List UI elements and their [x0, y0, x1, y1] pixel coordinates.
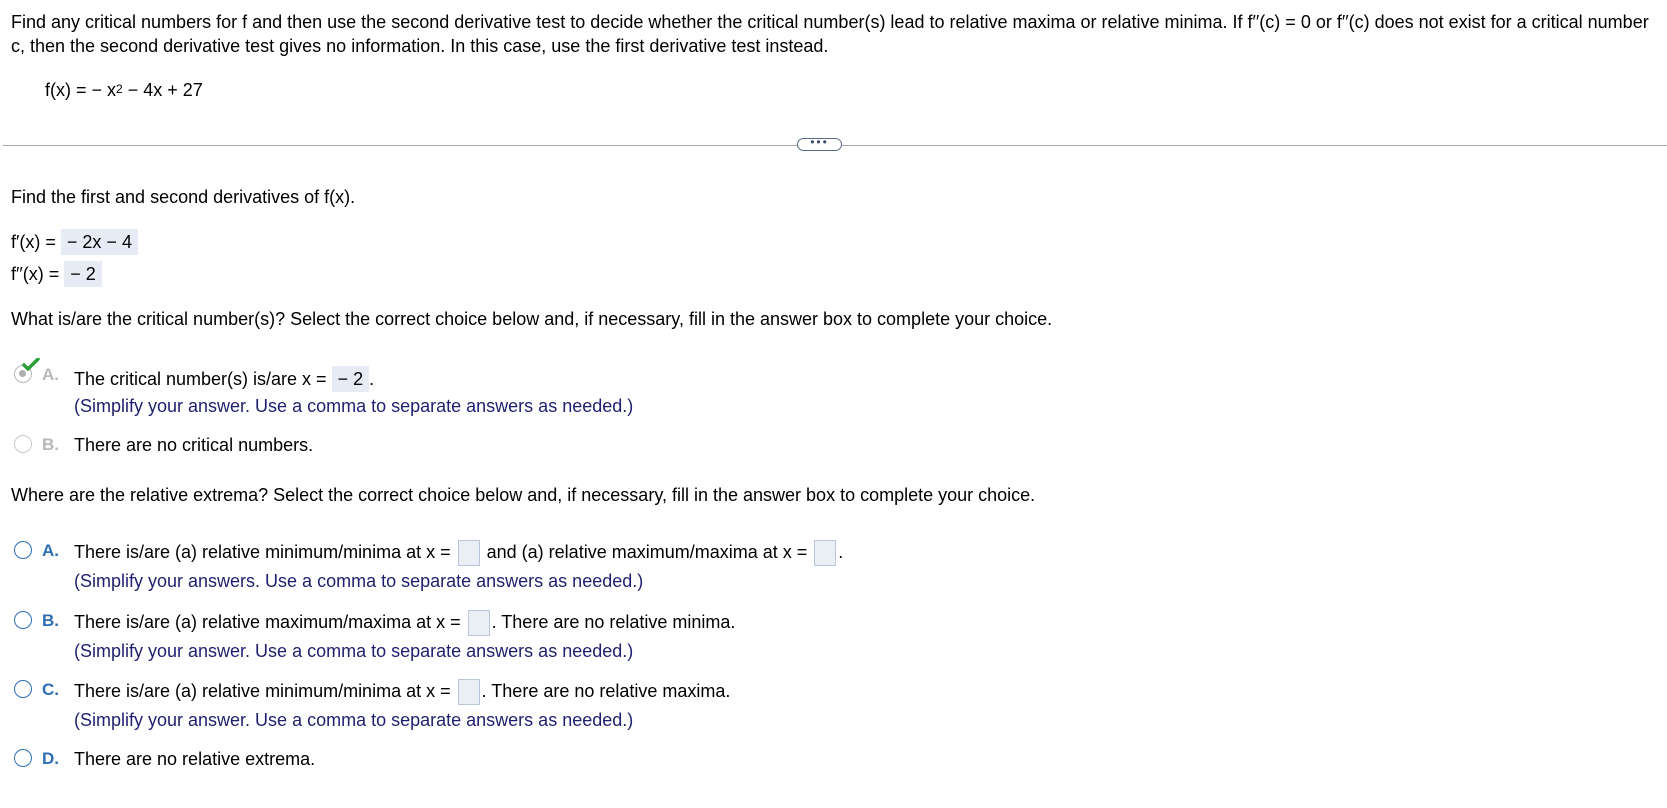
extrema-choice-d-letter: D.: [42, 749, 59, 768]
critical-prompt: What is/are the critical number(s)? Select the correct choice below and, if necessary, fill in the answer box to complete your choice.: [11, 309, 1053, 329]
function-definition: [45, 80, 203, 101]
function-rhs: − 4x + 27: [122, 80, 203, 100]
extrema-choice-b-radio[interactable]: [14, 611, 32, 629]
extrema-choice-c-text1: There is/are (a) relative minimum/minima at x =: [74, 680, 451, 701]
extrema-choice-b-hint: (Simplify your answer. Use a comma to separate answers as needed.): [74, 641, 634, 661]
extrema-choice-a-text1: There is/are (a) relative minimum/minima at x =: [74, 541, 451, 562]
relative-max-only-input[interactable]: [468, 610, 490, 636]
critical-choice-b-radio[interactable]: [14, 435, 32, 453]
extrema-choice-b-text1: There is/are (a) relative maximum/maxima at x =: [74, 611, 461, 632]
extrema-choice-a-text-row: [74, 540, 843, 566]
relative-max-input[interactable]: [814, 540, 836, 566]
critical-choice-b-letter: B.: [42, 435, 59, 454]
extrema-choice-c-hint: (Simplify your answer. Use a comma to separate answers as needed.): [74, 710, 634, 730]
first-derivative-row: [11, 229, 138, 255]
extrema-choice-a-suffix: .: [838, 541, 844, 562]
critical-choice-b-text: There are no critical numbers.: [74, 435, 314, 455]
critical-choice-a-letter: A.: [42, 365, 59, 384]
critical-choice-a-text: The critical number(s) is/are x =: [74, 369, 327, 389]
extrema-choice-c-letter: C.: [42, 680, 59, 699]
extrema-choice-b-text-row: [74, 610, 735, 636]
second-derivative-answer[interactable]: − 2: [64, 261, 102, 287]
extrema-choice-b-text2: . There are no relative minima.: [491, 611, 736, 632]
first-derivative-answer[interactable]: − 2x − 4: [61, 229, 138, 255]
extrema-choice-a-hint: (Simplify your answers. Use a comma to separate answers as needed.): [74, 571, 644, 591]
critical-choice-a-text-row: [74, 366, 374, 392]
derivatives-prompt: Find the first and second derivatives of f(x).: [11, 187, 356, 207]
correct-check-icon: [22, 358, 40, 372]
extrema-choice-a-letter: A.: [42, 541, 59, 560]
extrema-choice-b-letter: B.: [42, 611, 59, 630]
expand-button[interactable]: •••: [797, 138, 842, 151]
extrema-choice-c-radio[interactable]: [14, 680, 32, 698]
critical-choice-a-suffix: .: [369, 369, 375, 389]
second-derivative-label: f′′(x) =: [11, 264, 60, 284]
extrema-prompt: Where are the relative extrema? Select the correct choice below and, if necessary, fill in the answer box to complete your choice.: [11, 485, 1036, 505]
extrema-choice-c-text2: . There are no relative maxima.: [481, 680, 731, 701]
extrema-choice-a-text2: and (a) relative maximum/maxima at x =: [486, 541, 808, 562]
extrema-choice-c-text-row: [74, 679, 730, 705]
critical-number-answer[interactable]: − 2: [332, 366, 370, 392]
function-exponent: 2: [116, 82, 123, 96]
extrema-choice-d-radio[interactable]: [14, 749, 32, 767]
problem-instructions: Find any critical numbers for f and then use the second derivative test to decide whether the critical number(s) lead to relative maxima or relative minima. If f′′(c) = 0 or f′′(c) does not exist for a critical number c, then the second derivative test gives no information. In this case, use the first derivative test instead.: [11, 12, 1649, 56]
function-lhs: f(x) = − x: [45, 80, 117, 100]
extrema-choice-a-radio[interactable]: [14, 541, 32, 559]
relative-min-input[interactable]: [458, 540, 480, 566]
first-derivative-label: f′(x) =: [11, 232, 56, 252]
extrema-choice-d-text: There are no relative extrema.: [74, 749, 316, 769]
second-derivative-row: [11, 261, 102, 287]
relative-min-only-input[interactable]: [458, 679, 480, 705]
critical-choice-a-hint: (Simplify your answer. Use a comma to separate answers as needed.): [74, 396, 634, 416]
